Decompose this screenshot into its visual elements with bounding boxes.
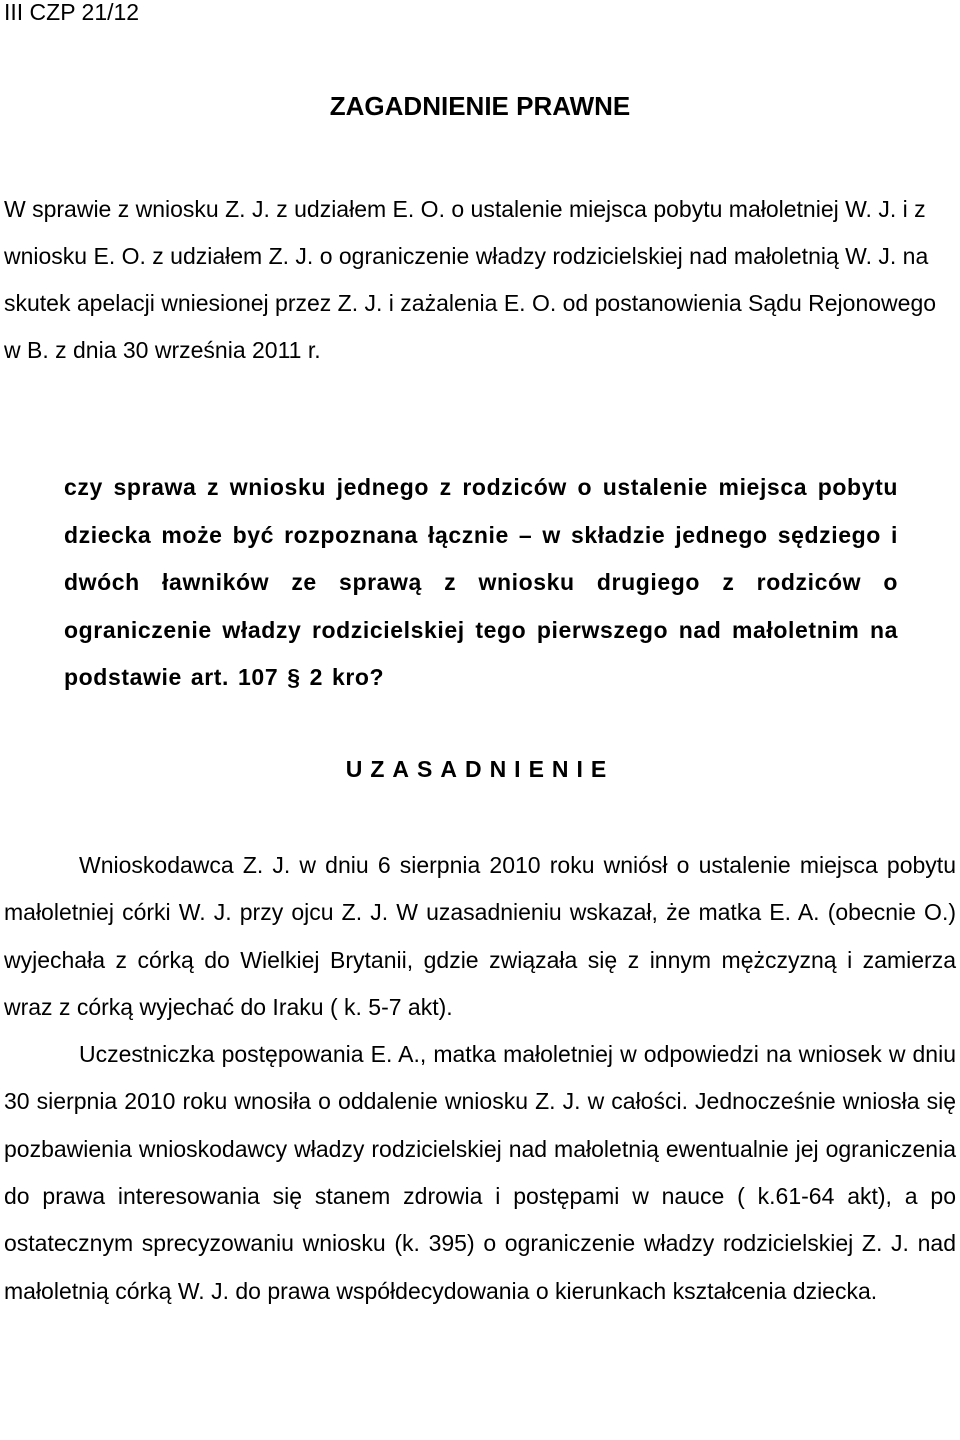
paragraph-2: Uczestniczka postępowania E. A., matka małoletniej w odpowiedzi na wniosek w dniu 30 sierpnia 2010 roku wnosiła o oddalenie wniosku Z. J. w całości. Jednocześnie wniosła się pozbawienia wnioskodawcy władzy rodzicielskiej nad małoletnią ewentualnie jej ograniczenia do prawa interesowania się stanem zdrowia i postępami w nauce ( k.61-64 akt), a po ostatecznym sprecyzowaniu wniosku (k. 395) o ograniczenie władzy rodzicielskiej Z. J. nad małoletnią córką W. J. do prawa współdecydowania o kierunkach kształcenia dziecka.	[4, 1041, 956, 1304]
document-title: ZAGADNIENIE PRAWNE	[329, 91, 631, 121]
legal-question: czy sprawa z wniosku jednego z rodziców o ustalenie miejsca pobytu dziecka może być rozpoznana łącznie – w składzie jednego sędziego i dwóch ławników ze sprawą z wniosku drugiego z rodziców o ograniczenie władzy rodzicielskiej tego pierwszego nad małoletnim na podstawie art. 107 § 2 kro?	[64, 474, 898, 690]
case-number: III CZP 21/12	[4, 0, 140, 25]
body-text	[4, 842, 956, 1315]
section-heading: UZASADNIENIE	[345, 756, 615, 782]
paragraph-1: Wnioskodawca Z. J. w dniu 6 sierpnia 2010 roku wniósł o ustalenie miejsca pobytu małoletniej córki W. J. przy ojcu Z. J. W uzasadnieniu wskazał, że matka E. A. (obecnie O.) wyjechała z córką do Wielkiej Brytanii, gdzie związała się z innym mężczyzną i zamierza wraz z córką wyjechać do Iraku ( k. 5-7 akt).	[4, 852, 956, 1020]
intro-paragraph: W sprawie z wniosku Z. J. z udziałem E. O. o ustalenie miejsca pobytu małoletniej W. J. i z wniosku E. O. z udziałem Z. J. o ograniczenie władzy rodzicielskiej nad małoletnią W. J. na skutek apelacji wniesionej przez Z. J. i zażalenia E. O. od postanowienia Sądu Rejonowego w B. z dnia 30 września 2011 r.	[4, 196, 937, 363]
